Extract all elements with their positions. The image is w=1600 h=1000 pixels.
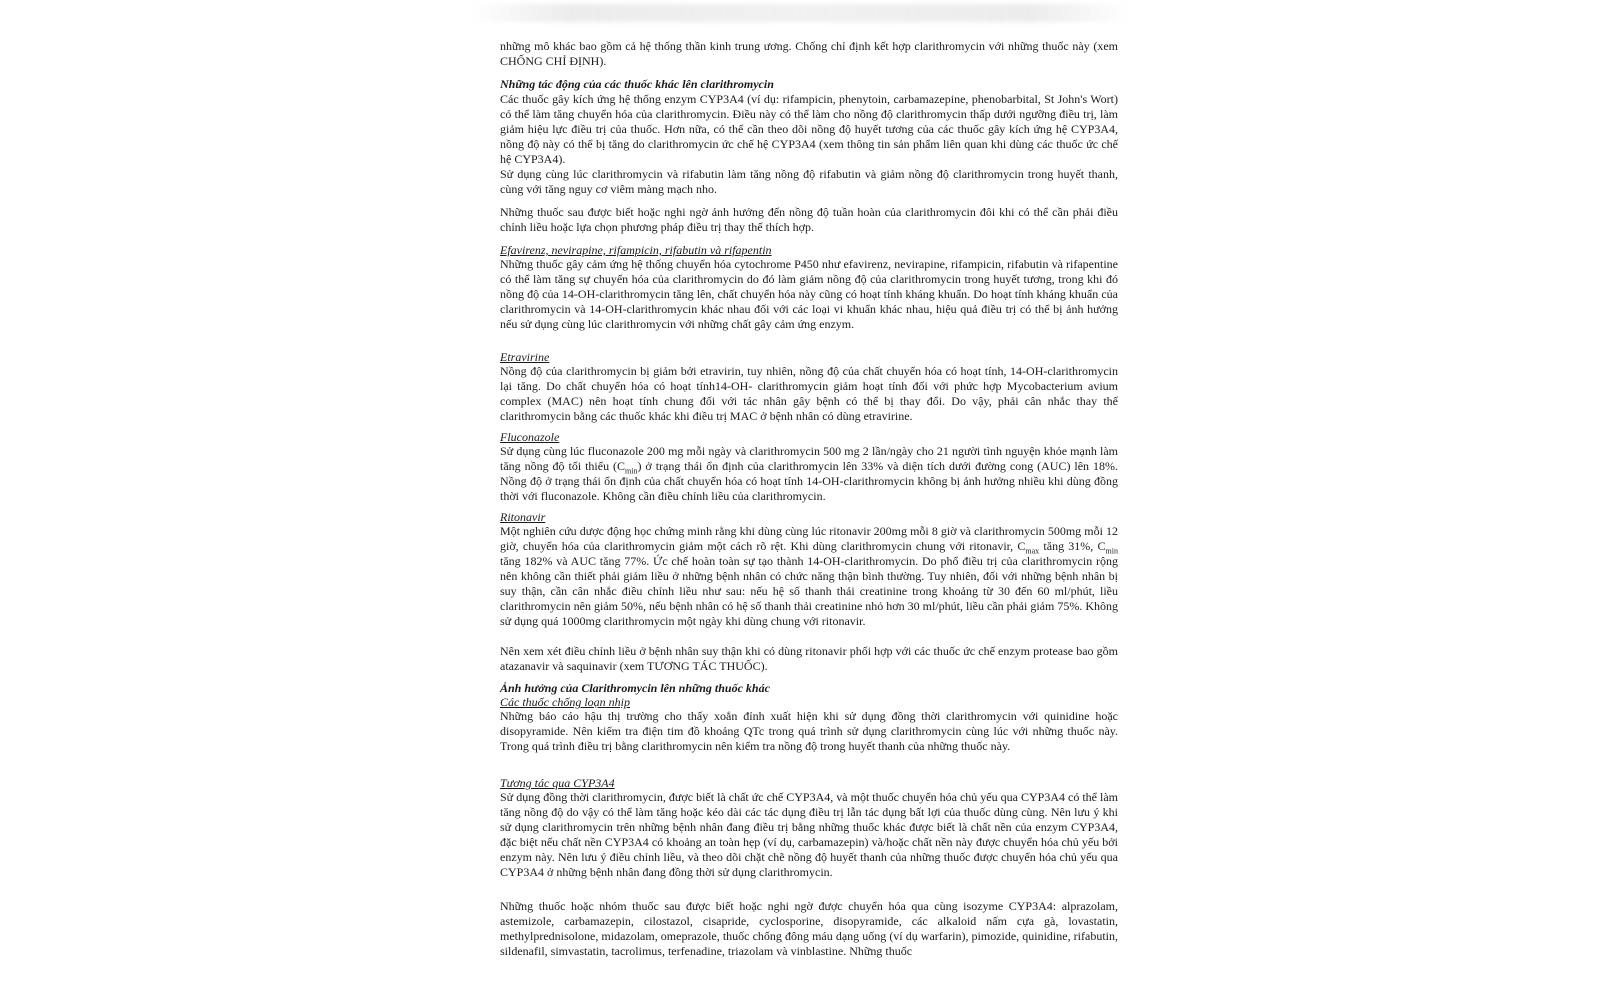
heading-other-drugs-on-clarithromycin: Những tác động của các thuốc khác lên clarithromycin — [500, 77, 774, 91]
paragraph-fluconazole: Sử dụng cùng lúc fluconazole 200 mg mỗi ngày và clarithromycin 500 mg 2 lần/ngày cho 21 người tình nguyện khỏe mạnh làm tăng nồng độ tối thiểu $(C_{min})$ ở trạng thái ổn định của clarithromycin lên 33% và diện tích dưới đường cong (AUC) lên 18%. Nồng độ ở trạng thái ổn định của chất chuyển hóa có hoạt tính 14-OH-clarithromycin không bị ảnh hưởng nhiều khi dùng đồng thời với fluconazole. Không cần điều chỉnh liều của clarithromycin. — [500, 444, 1118, 503]
paragraph-ritonavir: Một nghiên cứu dược động học chứng minh rằng khi dùng cùng lúc ritonavir 200mg mỗi 8 giờ và clarithromycin 500mg mỗi 12 giờ, chuyển hóa của clarithromycin giảm một cách rõ rệt. Khi dùng clarithromycin chung với ritonavir, $C_{max}$ tăng 31%, $C_{min}$ tăng 182% và AUC tăng 77%. Ức chế hoàn toàn sự tạo thành 14-OH-clarithromycin. Do phổ điều trị của clarithromycin rộng nên không cần thiết phải giảm liều ở những bệnh nhân có chức năng thận bình thường. Tuy nhiên, đối với những bệnh nhân bị suy thận, cần cân nhắc điều chỉnh liều như sau: nếu hệ số thanh thải creatinine trong khoảng từ 30 đến 60 ml/phút, liều clarithromycin nên giảm 50%, nếu bệnh nhân có hệ số thanh thải creatinine nhỏ hơn 30 ml/phút, liều cần phải giảm 75%. Không sử dụng quá 1000mg clarithromycin một ngày khi dùng chung với ritonavir. — [500, 524, 1118, 628]
heading-efavirenz: Efavirenz, nevirapine, rifampicin, rifabutin và rifapentin — [500, 243, 772, 257]
paragraph-efavirenz: Những thuốc gây cảm ứng hệ thống chuyển hóa cytochrome P450 như efavirenz, nevirapine, rifampicin, rifabutin và rifapentine có thể làm tăng sự chuyển hóa của clarithromycin do đó làm giảm nồng độ của clarithromycin trong huyết tương, trong khi đó nồng độ của 14-OH-clarithromycin tăng lên, chất chuyển hóa này cũng có hoạt tính kháng khuẩn. Do hoạt tính kháng khuẩn của clarithromycin và 14-OH-clarithromycin khác nhau đối với các loại vi khuẩn khác nhau, hiệu quả điều trị có thể bị ảnh hưởng nếu sử dụng cùng lúc clarithromycin với những chất gây cảm ứng enzym. — [500, 257, 1118, 331]
paragraph-rifabutin: Sử dụng cùng lúc clarithromycin và rifabutin làm tăng nồng độ rifabutin và giảm nồng độ clarithromycin trong huyết thanh, cùng với tăng nguy cơ viêm màng mạch nho. — [500, 167, 1118, 196]
paragraph-etravirine: Nồng độ của clarithromycin bị giảm bởi etravirin, tuy nhiên, nồng độ của chất chuyển hóa có hoạt tính, 14-OH-clarithromycin lại tăng. Do chất chuyển hóa có hoạt tính14-OH- clarithromycin giảm hoạt tính đối với phức hợp Mycobacterium avium complex (MAC) nên hoạt tính chung đối với tác nhân gây bệnh có thể bị thay đổi. Do vậy, phải cân nhắc thay thế clarithromycin bằng các thuốc khác khi điều trị MAC ở bệnh nhân có dùng etravirine. — [500, 364, 1118, 423]
paragraph-cyp3a4-interactions: Sử dụng đồng thời clarithromycin, được biết là chất ức chế CYP3A4, và một thuốc chuyển hóa chủ yếu qua CYP3A4 có thể làm tăng nồng độ do vậy có thể làm tăng hoặc kéo dài các tác dụng điều trị lẫn tác dụng bất lợi của thuốc dùng cùng. Nên lưu ý khi sử dụng clarithromycin trên những bệnh nhân đang điều trị bằng những thuốc khác được biết là chất nền của enzym CYP3A4, đặc biệt nếu chất nền CYP3A4 có khoảng an toàn hẹp (ví dụ, carbamazepin) và/hoặc chất nền này được chuyển hóa chủ yếu bởi enzym này. Nên lưu ý điều chỉnh liều, và theo dõi chặt chẽ nồng độ huyết thanh của những thuốc được chuyển hóa chủ yếu qua CYP3A4 ở những bệnh nhân đang đồng thời sử dụng clarithromycin. — [500, 790, 1118, 879]
heading-cyp3a4-interactions: Tương tác qua CYP3A4 — [500, 776, 615, 790]
heading-ritonavir: Ritonavir — [500, 510, 546, 524]
heading-fluconazole: Fluconazole — [500, 430, 560, 444]
heading-clarithromycin-on-other-drugs: Ảnh hưởng của Clarithromycin lên những thuốc khác — [500, 681, 770, 695]
paragraph-antiarrhythmics: Những báo cáo hậu thị trường cho thấy xoắn đỉnh xuất hiện khi sử dụng đồng thời clarithromycin với quinidine hoặc disopyramide. Nên kiểm tra điện tim đồ khoảng QTc trong quá trình sử dụng clarithromycin cùng lúc với những thuốc này. Trong quá trình điều trị bằng clarithromycin nên kiểm tra nồng độ trong huyết thanh của những thuốc này. — [500, 709, 1118, 753]
paragraph-ritonavir-renal: Nên xem xét điều chỉnh liều ở bệnh nhân suy thận khi có dùng ritonavir phối hợp với các thuốc ức chế enzym protease bao gồm atazanavir và saquinavir (xem TƯƠNG TÁC THUỐC). — [500, 644, 1118, 673]
paragraph-dose-adjustment: Những thuốc sau được biết hoặc nghi ngờ ảnh hưởng đến nồng độ tuần hoàn của clarithromycin đôi khi có thể cần phải điều chỉnh liều hoặc lựa chọn phương pháp điều trị thay thế thích hợp. — [500, 205, 1118, 234]
paragraph-cyp3a4-substrates: Những thuốc hoặc nhóm thuốc sau được biết hoặc nghi ngờ được chuyển hóa qua cùng isozyme CYP3A4: alprazolam, astemizole, carbamazepin, cilostazol, cisapride, cyclosporine, disopyramide, các alkaloid nấm cựa gà, lovastatin, methylprednisolone, midazolam, omeprazole, thuốc chống đông máu dạng uống (ví dụ warfarin), pimozide, quinidine, rifabutin, sildenafil, simvastatin, tacrolimus, terfenadine, triazolam và vinblastine. Những thuốc — [500, 899, 1118, 958]
heading-etravirine: Etravirine — [500, 350, 550, 364]
heading-antiarrhythmics: Các thuốc chống loạn nhịp — [500, 695, 630, 709]
document-page — [500, 0, 1118, 1000]
paragraph-intro: những mô khác bao gồm cả hệ thống thần kinh trung ương. Chống chỉ định kết hợp clarithromycin với những thuốc này (xem CHỐNG CHỈ ĐỊNH). — [500, 39, 1118, 68]
paragraph-cyp3a4-inducers: Các thuốc gây kích ứng hệ thống enzym CYP3A4 (ví dụ: rifampicin, phenytoin, carbamazepine, phenobarbital, St John's Wort) có thể làm tăng chuyển hóa của clarithromycin. Điều này có thể làm cho nồng độ clarithromycin thấp dưới ngưỡng điều trị, làm giảm hiệu lực điều trị của thuốc. Hơn nữa, có thể cần theo dõi nồng độ huyết tương của các thuốc gây kích ứng hệ CYP3A4, nồng độ này có thể bị tăng do clarithromycin ức chế hệ CYP3A4 (xem thông tin sản phẩm liên quan khi dùng các thuốc ức chế hệ CYP3A4). — [500, 92, 1118, 166]
